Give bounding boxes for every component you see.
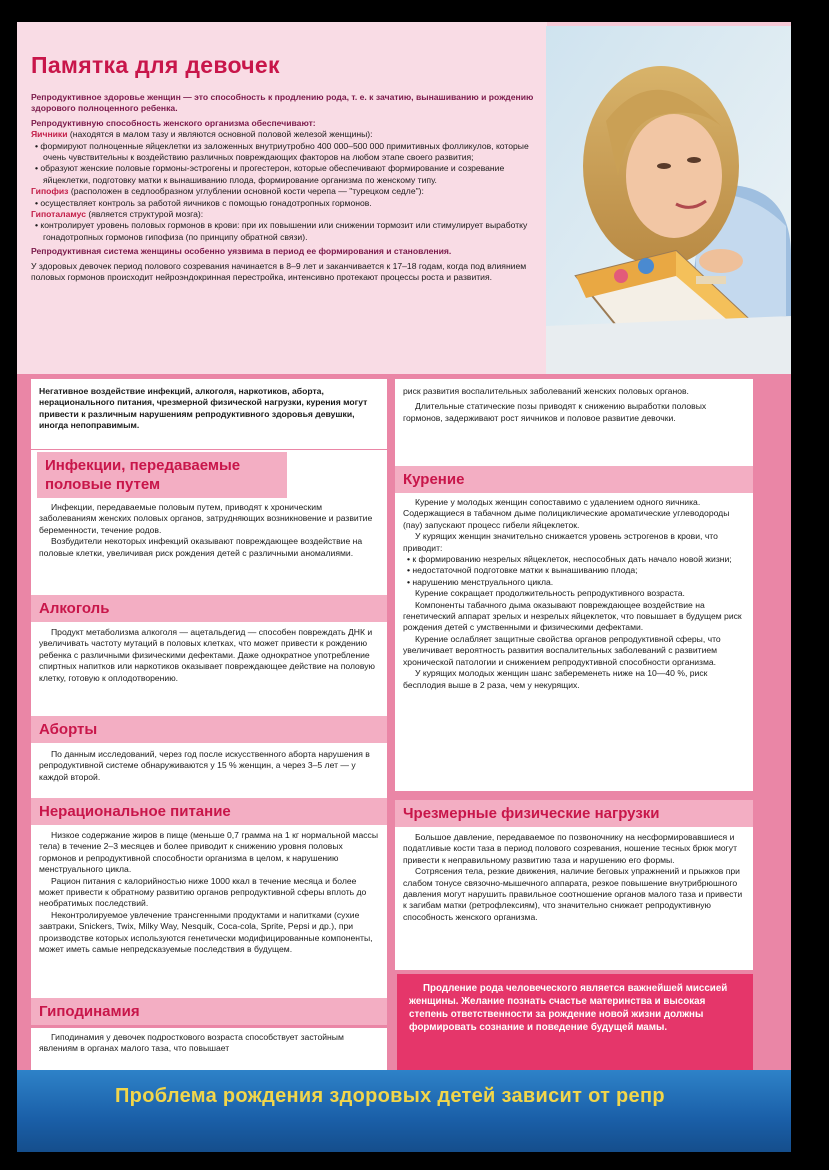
conclusion-text: Продление рода человеческого является важнейшей миссией женщины. Желание познать счастье материнства и высокая степень ответственности за рождение новой жизни должны формировать сознание и поведение будущей мамы.	[409, 983, 728, 1033]
nutrition-p1: Низкое содержание жиров в пище (меньше 0,7 грамма на 1 кг нормальной массы тела) в течение 2–3 месяцев и более приводит к снижению уровня половых гормонов и репродуктивной способности организма в целом, к нарушению менструального цикла.	[39, 830, 379, 875]
ovaries-text: (находятся в малом тазу и являются основной половой железой женщины):	[67, 129, 373, 140]
nutrition-p2: Рацион питания с калорийностью ниже 1000 ккал в течение месяца и более может привести к обратному развитию органов репродуктивной сферы вплоть до необратимых последствий.	[39, 875, 367, 909]
nutrition-p3: Неконтролируемое увлечение трансгенными продуктами и напитками (сухие завтраки, Snickers, Twix, Milky Way, Nesquik, Coca-cola, Sprite, Pepsi и др.), при производстве которых используются генетически модифицированные компоненты, может иметь самые непредсказуемые последствия в будущем.	[39, 909, 373, 955]
right-continuation	[403, 386, 747, 424]
smoking-p3: Курение сокращает продолжительность репродуктивного возраста.	[415, 588, 685, 599]
infections-heading: Инфекции, передаваемые половые путем	[37, 452, 287, 498]
loads-heading: Чрезмерные физические нагрузки	[395, 800, 753, 827]
lead-text: Негативное воздействие инфекций, алкоголя, наркотиков, аборта, нерационального питания, чрезмерной физической нагрузки, курения могут привести к различным нарушениям репродуктивного здоровья девушки, иногда непоправимым.	[39, 386, 368, 431]
ovaries-line	[31, 129, 545, 140]
smoking-p5: Курение ослабляет защитные свойства органов репродуктивной сферы, что увеличивает вероятность развития воспалительных заболеваний с развитием хронической патологии и снижением репродуктивной способности организма.	[403, 633, 721, 667]
pituitary-bullet-1: • осуществляет контроль за работой яичников с помощью гонадотропных гормонов.	[31, 198, 545, 209]
ovaries-bullet-1: • формируют полноценные яйцеклетки из заложенных внутриутробно 400 000–500 000 примитивных фолликулов, которые очень чувствительны к воздействию различных повреждающих факторов на любом этапе своего развития;	[31, 141, 545, 164]
smoking-p4: Компоненты табачного дыма оказывают повреждающее воздействие на генетический аппарат зрелых и незрелых яйцеклеток, что повышает в будущем риск рождения детей с умственными и физическими дефектами.	[403, 599, 742, 633]
bottom-banner	[17, 1070, 791, 1152]
smoking-p6: У курящих молодых женщин шанс забеременеть ниже на 10—40 %, риск бесплодия выше в 2 раза, чем у некурящих.	[403, 668, 708, 690]
leaflet-page	[17, 22, 791, 1152]
alcohol-section	[39, 627, 379, 684]
nutrition-section	[39, 830, 379, 955]
smoking-p1: Курение у молодых женщин сопоставимо с удалением одного яичника. Содержащиеся в табачном дыме полициклические ароматические углеводороды (пау) запускают процесс гибели яйцеклеток.	[403, 497, 730, 530]
hypothalamus-bullet-1: • контролирует уровень половых гормонов в крови: при их повышении или снижении тормозит или стимулирует выработку гонадотропных гормонов гипофиза (по принципу обратной связи).	[31, 220, 545, 243]
nutrition-heading: Нерациональное питание	[31, 798, 387, 825]
abortion-heading: Аборты	[31, 716, 387, 743]
hypodynamia-heading: Гиподинамия	[31, 998, 387, 1025]
loads-p2: Сотрясения тела, резкие движения, наличие беговых упражнений и прыжков при слабом тонусе связочно-мышечного аппарата, резкое повышение внутрибрюшного давления могут нарушить правильное соотношение органов малого таза и привести к загибам матки (ретрофлексиям), что значительно снижает репродуктивную способность женского организма.	[403, 866, 743, 922]
bottom-banner-text: Проблема рождения здоровых детей зависит от репр	[115, 1085, 665, 1107]
ovaries-term: Яичники	[31, 129, 68, 140]
hypodynamia-p1: Гиподинамия у девочек подросткового возраста способствует застойным явлениям в органах малого таза, что повышает	[39, 1032, 344, 1054]
conclusion-box	[397, 974, 753, 1070]
intro-p1: Репродуктивное здоровье женщин — это способность к продлению рода, т. е. к зачатию, вынашиванию и рождению здорового полноценного ребенка.	[31, 92, 534, 114]
pituitary-text: (расположен в седлообразном углублении основной кости черепа — "турецком седле"):	[68, 186, 424, 197]
lead-text-wrap	[39, 386, 379, 432]
hypodynamia-section	[39, 1032, 379, 1055]
smoking-section	[403, 497, 747, 691]
intro-p4: У здоровых девочек период полового созревания начинается в 8–9 лет и заканчивается к 17–18 годам, когда под влиянием половых гормонов происходит нейроэндокринная перестройка, интенсивно протекают процессы роста и развития.	[31, 260, 527, 283]
abortion-p1: По данным исследований, через год после искусственного аборта нарушения в репродуктивной системе обнаруживаются у 15 % женщин, а через 3–5 лет — у каждой второй.	[39, 749, 370, 782]
abortion-section	[39, 749, 379, 783]
pituitary-line	[31, 186, 545, 197]
hypothalamus-term: Гипоталамус	[31, 209, 86, 220]
smoking-bullet-3: • нарушению менструального цикла.	[403, 577, 747, 588]
smoking-bullet-2: • недостаточной подготовке матки к вынашиванию плода;	[403, 565, 747, 576]
smoking-p2: У курящих женщин значительно снижается уровень эстрогенов в крови, что приводит:	[403, 531, 718, 553]
infections-section	[39, 502, 379, 559]
hypothalamus-text: (является структурой мозга):	[85, 209, 204, 220]
girl-reading-photo	[546, 26, 791, 382]
alcohol-p1: Продукт метаболизма алкоголя — ацетальдегид — способен повреждать ДНК и увеличивать частоту мутаций в половых клетках, что может привести к рождению ребенка с различными физическими дефектами. Даже однократное употребление спиртных напитков или наркотиков оказывает повреждающее действие на половую клетку, готовую к оплодотворению.	[39, 627, 375, 683]
hypothalamus-line	[31, 209, 545, 220]
intro-p3: Репродуктивная система женщины особенно уязвима в период ее формирования и становления.	[31, 246, 452, 257]
intro-section	[31, 92, 545, 284]
pituitary-term: Гипофиз	[31, 186, 69, 197]
cont-p1: риск развития воспалительных заболеваний женских половых органов.	[403, 386, 689, 396]
infections-p2: Возбудители некоторых инфекций оказывают повреждающее воздействие на половые клетки, увеличивая риск рождения детей с различными аномалиями.	[39, 536, 363, 558]
alcohol-heading: Алкоголь	[31, 595, 387, 622]
loads-section	[403, 832, 747, 923]
cont-p2: Длительные статические позы приводят к снижению выработки половых гормонов, задерживают рост яичников и половое развитие девочки.	[403, 401, 707, 423]
smoking-heading: Курение	[395, 466, 753, 493]
smoking-bullet-1: • к формированию незрелых яйцеклеток, неспособных дать начало новой жизни;	[403, 554, 747, 565]
page-title: Памятка для девочек	[31, 52, 280, 78]
ovaries-bullet-2: • образуют женские половые гормоны-эстрогены и прогестерон, которые обеспечивают формирование и созревание яйцеклетки, подготовку матки к вынашиванию плода, формирование организма по женскому типу.	[31, 163, 545, 186]
intro-p2: Репродуктивную способность женского организма обеспечивают:	[31, 117, 316, 128]
loads-p1: Большое давление, передаваемое по позвоночнику на несформировавшиеся и податливые кости таза в период полового созревания, ношение тесных брюк могут привести к неправильному развитию таза и нарушению его формы.	[403, 832, 738, 865]
infections-p1: Инфекции, передаваемые половым путем, приводят к хроническим заболеваниям женских половых органов, затрудняющих возникновение и развитие беременности, течение родов.	[39, 502, 373, 535]
